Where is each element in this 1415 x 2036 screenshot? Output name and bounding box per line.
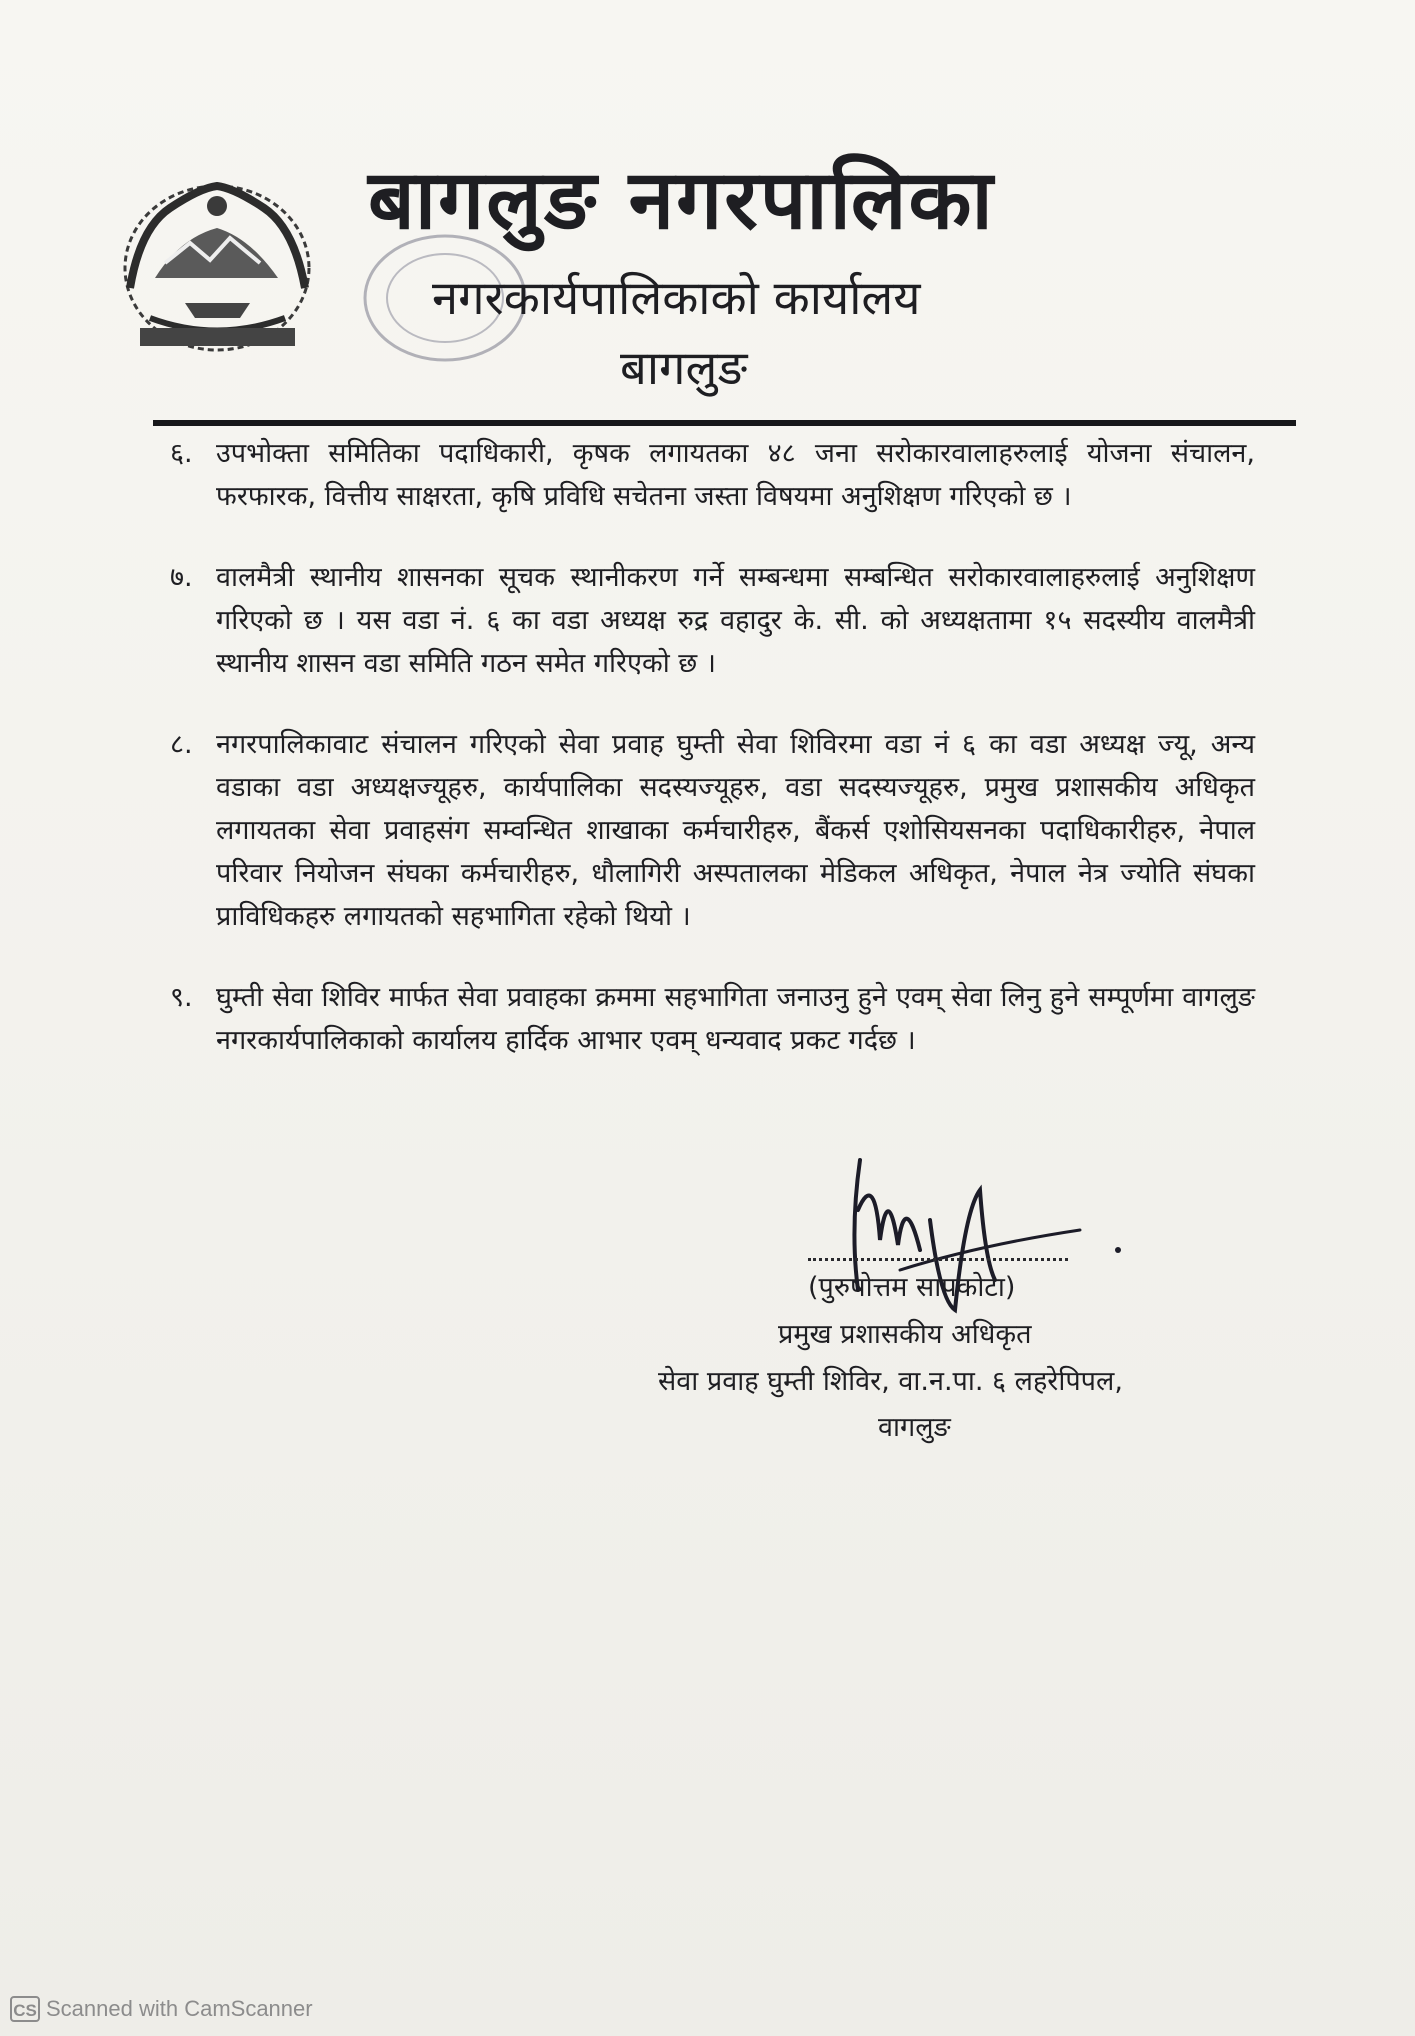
item-text: वालमैत्री स्थानीय शासनका सूचक स्थानीकरण गर्ने सम्बन्धमा सम्बन्धित सरोकारवालाहरुलाई अनुशिक्षण गरिएको छ । यस वडा नं. ६ का वडा अध्यक्ष रुद्र वहादुर के. सी. को अध्यक्षतामा १५ सदस्यीय वालमैत्री स्थानीय शासन वडा समिति गठन समेत गरिएको छ ।: [216, 562, 1255, 679]
signatory-name: (पुरुषोत्तम सापकोटा): [808, 1272, 1016, 1303]
signatory-city: वागलुङ: [878, 1412, 951, 1443]
nepal-government-emblem-icon: [110, 168, 325, 368]
item-text: नगरपालिकावाट संचालन गरिएको सेवा प्रवाह घुम्ती सेवा शिविरमा वडा नं ६ का वडा अध्यक्ष ज्यू, अन्य वडाका वडा अध्यक्षज्यूहरु, कार्यपालिका सदस्यज्यूहरु, वडा सदस्यज्यूहरु, प्रमुख प्रशासकीय अधिकृत लगायतका सेवा प्रवाहसंग सम्वन्धित शाखाका कर्मचारीहरु, बैंकर्स एशोसियसनका पदाधिकारीहरु, नेपाल परिवार नियोजन संघका कर्मचारीहरु, धौलागिरी अस्पतालका मेडिकल अधिकृत, नेपाल नेत्र ज्योति संघका प्राविधिकहरु लगायतको सहभागिता रहेको थियो ।: [216, 729, 1255, 932]
office-subtitle: नगरकार्यपालिकाको कार्यालय: [432, 271, 921, 326]
item-text: उपभोक्ता समितिका पदाधिकारी, कृषक लगायतका ४८ जना सरोकारवालाहरुलाई योजना संचालन, फरफारक, वित्तीय साक्षरता, कृषि प्रविधि सचेतना जस्ता विषयमा अनुशिक्षण गरिएको छ ।: [216, 438, 1255, 512]
item-text: घुम्ती सेवा शिविर मार्फत सेवा प्रवाहका क्रममा सहभागिता जनाउनु हुने एवम् सेवा लिनु हुने सम्पूर्णमा वागलुङ नगरकार्यपालिकाको कार्यालय हार्दिक आभार एवम् धन्यवाद प्रकट गर्दछ ।: [216, 982, 1255, 1056]
item-number: ९.: [170, 982, 193, 1013]
numbered-list: [170, 432, 1255, 1100]
scanner-watermark: [10, 1994, 313, 2024]
office-place: बागलुङ: [620, 341, 748, 396]
header-divider: [153, 420, 1296, 426]
signatory-location: सेवा प्रवाह घुम्ती शिविर, वा.न.पा. ६ लहरेपिपल,: [658, 1366, 1123, 1397]
camscanner-logo-icon: CS: [10, 1996, 40, 2022]
item-number: ७.: [170, 562, 193, 593]
list-item: [170, 432, 1255, 518]
item-number: ६.: [170, 438, 193, 469]
signatory-designation: प्रमुख प्रशासकीय अधिकृत: [778, 1319, 1032, 1350]
list-item: [170, 723, 1255, 938]
office-title: बागलुङ नगरपालिका: [368, 153, 995, 248]
item-number: ८.: [170, 729, 193, 760]
list-item: [170, 556, 1255, 685]
list-item: [170, 976, 1255, 1062]
watermark-text: Scanned with CamScanner: [46, 1996, 313, 2021]
signature-dotted-line: [808, 1258, 1068, 1261]
